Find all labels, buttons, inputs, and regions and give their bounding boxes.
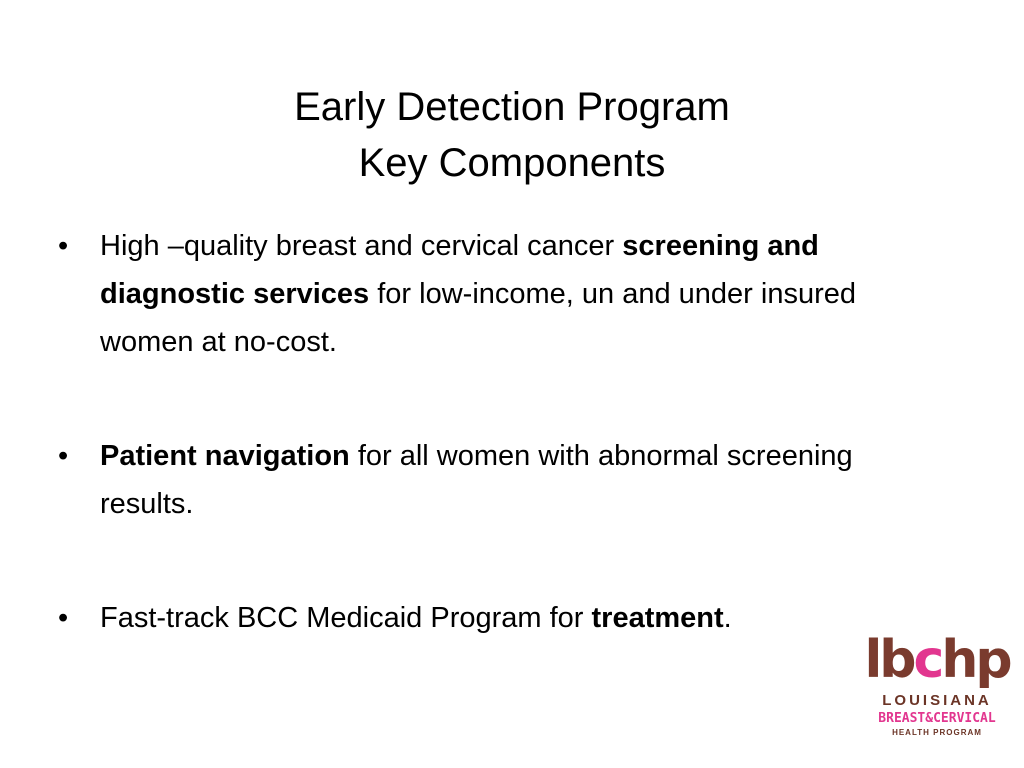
bullet-item-1 <box>58 222 938 366</box>
logo-mark <box>862 630 1012 690</box>
bullet-text: for low-income, un and under insured women at no-cost. <box>100 278 857 358</box>
logo-louisiana: LOUISIANA <box>882 692 992 709</box>
title-line-1: Early Detection Program <box>294 84 730 129</box>
lbchp-logo <box>862 630 1012 748</box>
bullet-text: Fast-track BCC Medicaid Program for <box>100 602 592 634</box>
logo-mark-part-1: lb <box>864 630 914 690</box>
bullet-bold-text: screening and diagnostic services <box>100 230 819 310</box>
bullet-dot-icon: • <box>58 602 69 634</box>
bullet-dot-icon: • <box>58 230 69 262</box>
logo-breast-cervical: BREAST&CERVICAL <box>878 711 996 726</box>
bullet-text: . <box>723 602 732 634</box>
slide-title <box>0 79 1024 191</box>
bullet-dot-icon: • <box>58 440 69 472</box>
logo-mark-part-3: hp <box>941 630 1010 690</box>
bullet-item-2 <box>58 432 938 528</box>
logo-health-program: HEALTH PROGRAM <box>892 728 982 737</box>
bullet-text: for all women with abnormal screening results. <box>100 440 853 520</box>
bullet-list <box>58 222 938 642</box>
bullet-bold-text: Patient navigation <box>100 440 350 472</box>
bullet-bold-text: treatment <box>591 602 724 634</box>
bullet-text: High –quality breast and cervical cancer <box>100 230 623 262</box>
bullet-item-3 <box>58 594 938 642</box>
title-line-2: Key Components <box>358 140 666 185</box>
logo-mark-part-2: c <box>913 630 942 690</box>
